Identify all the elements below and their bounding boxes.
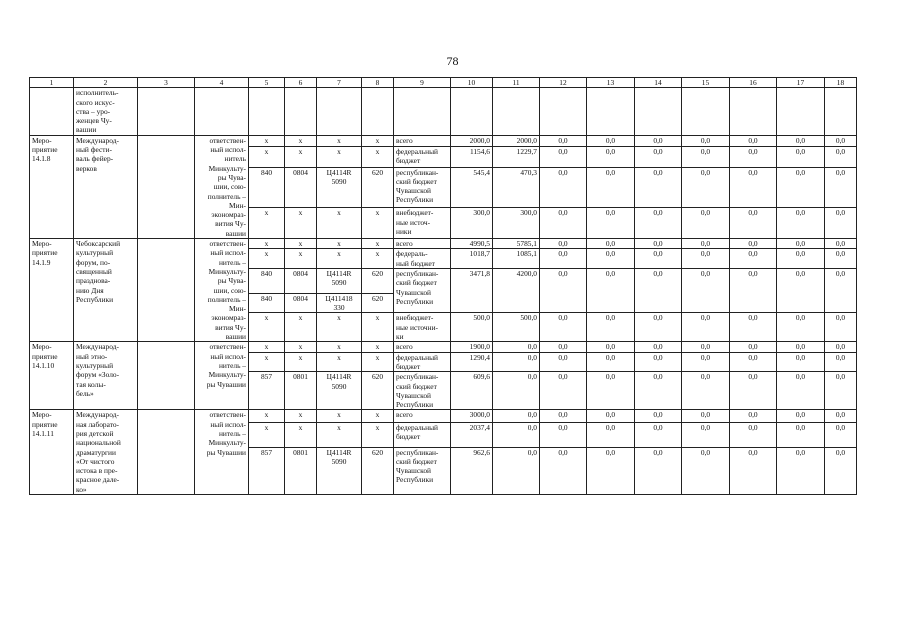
value-cell: 0,0: [730, 208, 777, 239]
funding-source: всего: [394, 239, 451, 249]
value-cell: 0,0: [587, 352, 635, 372]
value-cell: 1229,7: [493, 146, 540, 167]
value-cell: 5785,1: [493, 239, 540, 249]
column-number: 14: [635, 78, 682, 88]
target-article-code: Ц4114R 5090: [317, 268, 362, 293]
value-cell: 3471,8: [451, 268, 493, 312]
column-number: 2: [74, 78, 138, 88]
budget-table: [29, 77, 857, 495]
value-cell: 0,0: [777, 268, 825, 312]
event-name: Чебоксарский культурный форум, по- священный празднова- нию Дня Республики: [74, 239, 138, 342]
section-code: x: [285, 342, 317, 352]
value-cell: 0,0: [540, 313, 587, 342]
target-article-code: Ц4114R 5090: [317, 372, 362, 410]
value-cell: 0,0: [825, 342, 857, 352]
event-code: Меро- приятие 14.1.9: [30, 239, 74, 342]
column-number: 9: [394, 78, 451, 88]
value-cell: 0,0: [587, 342, 635, 352]
value-cell: 0,0: [682, 249, 730, 269]
page-number: 78: [446, 54, 459, 68]
value-cell: 0,0: [540, 423, 587, 447]
target-article-code: Ц4114R 5090: [317, 447, 362, 495]
value-cell: 2000,0: [451, 135, 493, 146]
funding-source: всего: [394, 342, 451, 352]
value-cell: 0,0: [635, 135, 682, 146]
section-code: x: [285, 239, 317, 249]
value-cell: 0,0: [730, 447, 777, 495]
value-cell: 0,0: [635, 372, 682, 410]
value-cell: 0,0: [777, 447, 825, 495]
event-name-continued: исполнитель- ского искус- ства – уро- женцев Чу- вашии: [74, 88, 138, 135]
grbs-code: x: [249, 249, 285, 269]
funding-source: республикан- ский бюджет Чувашской Республики: [394, 372, 451, 410]
expense-type-code: x: [362, 352, 394, 372]
value-cell: 0,0: [825, 372, 857, 410]
empty-cell: [493, 88, 540, 135]
target-article-code: x: [317, 342, 362, 352]
value-cell: 0,0: [825, 447, 857, 495]
value-cell: 4200,0: [493, 268, 540, 312]
column-number: 3: [138, 78, 195, 88]
funding-source: республикан- ский бюджет Чувашской Республики: [394, 268, 451, 312]
value-cell: 0,0: [825, 352, 857, 372]
section-code: 0804: [285, 167, 317, 208]
value-cell: 0,0: [730, 167, 777, 208]
value-cell: 0,0: [587, 208, 635, 239]
value-cell: 0,0: [540, 447, 587, 495]
section-code: x: [285, 208, 317, 239]
value-cell: 0,0: [682, 447, 730, 495]
value-cell: 1290,4: [451, 352, 493, 372]
empty-cell: [138, 342, 195, 410]
value-cell: 0,0: [493, 342, 540, 352]
executor: ответствен- ный испол- нитель – Минкульту- ры Чувашии: [195, 342, 249, 410]
value-cell: 0,0: [777, 239, 825, 249]
funding-source: республикан- ский бюджет Чувашской Республики: [394, 447, 451, 495]
value-cell: 0,0: [730, 135, 777, 146]
value-cell: 0,0: [682, 372, 730, 410]
value-cell: 0,0: [777, 410, 825, 423]
expense-type-code: x: [362, 313, 394, 342]
empty-cell: [249, 88, 285, 135]
funding-source: внебюджет- ные источ- ники: [394, 208, 451, 239]
expense-type-code: x: [362, 135, 394, 146]
grbs-code: x: [249, 313, 285, 342]
section-code: x: [285, 313, 317, 342]
column-number: 4: [195, 78, 249, 88]
column-number: 7: [317, 78, 362, 88]
value-cell: 0,0: [635, 423, 682, 447]
value-cell: 0,0: [587, 410, 635, 423]
value-cell: 1154,6: [451, 146, 493, 167]
value-cell: 0,0: [635, 167, 682, 208]
value-cell: 0,0: [825, 410, 857, 423]
target-article-code: x: [317, 423, 362, 447]
expense-type-code: x: [362, 410, 394, 423]
section-code: 0801: [285, 447, 317, 495]
value-cell: 470,3: [493, 167, 540, 208]
value-cell: 0,0: [635, 268, 682, 312]
value-cell: 0,0: [635, 239, 682, 249]
value-cell: 0,0: [825, 167, 857, 208]
value-cell: 0,0: [540, 352, 587, 372]
target-article-code: x: [317, 239, 362, 249]
value-cell: 0,0: [587, 167, 635, 208]
target-article-code: Ц411418 330: [317, 293, 362, 313]
column-number: 12: [540, 78, 587, 88]
value-cell: 0,0: [587, 447, 635, 495]
empty-cell: [317, 88, 362, 135]
value-cell: 0,0: [587, 423, 635, 447]
value-cell: 0,0: [635, 146, 682, 167]
value-cell: 0,0: [825, 423, 857, 447]
value-cell: 0,0: [587, 372, 635, 410]
value-cell: 500,0: [451, 313, 493, 342]
target-article-code: Ц4114R 5090: [317, 167, 362, 208]
value-cell: 0,0: [540, 146, 587, 167]
executor: ответствен- ный испол- нитель – Минкульту- ры Чува- шии, сою- полнитель – Мин- экономраз- вития Чу- вашии: [195, 239, 249, 342]
funding-source: федеральный бюджет: [394, 146, 451, 167]
expense-type-code: 620: [362, 268, 394, 293]
column-number: 16: [730, 78, 777, 88]
value-cell: 0,0: [635, 313, 682, 342]
grbs-code: x: [249, 239, 285, 249]
value-cell: 0,0: [493, 372, 540, 410]
target-article-code: x: [317, 135, 362, 146]
value-cell: 1900,0: [451, 342, 493, 352]
value-cell: 0,0: [587, 239, 635, 249]
value-cell: 0,0: [635, 447, 682, 495]
value-cell: 0,0: [682, 342, 730, 352]
section-code: x: [285, 146, 317, 167]
grbs-code: x: [249, 423, 285, 447]
value-cell: 500,0: [493, 313, 540, 342]
value-cell: 0,0: [825, 313, 857, 342]
value-cell: 0,0: [730, 239, 777, 249]
section-code: 0801: [285, 372, 317, 410]
expense-type-code: x: [362, 239, 394, 249]
grbs-code: 840: [249, 293, 285, 313]
value-cell: 0,0: [825, 208, 857, 239]
target-article-code: x: [317, 249, 362, 269]
value-cell: 0,0: [587, 313, 635, 342]
event-name: Международ- ный фести- валь фейер- верков: [74, 135, 138, 238]
grbs-code: 840: [249, 167, 285, 208]
value-cell: 0,0: [825, 249, 857, 269]
value-cell: 0,0: [540, 249, 587, 269]
value-cell: 0,0: [493, 423, 540, 447]
grbs-code: x: [249, 342, 285, 352]
value-cell: 0,0: [682, 135, 730, 146]
table-row: [30, 410, 857, 423]
expense-type-code: x: [362, 249, 394, 269]
table-row: [30, 239, 857, 249]
empty-cell: [138, 239, 195, 342]
value-cell: 0,0: [635, 249, 682, 269]
section-code: 0804: [285, 268, 317, 293]
value-cell: 0,0: [635, 352, 682, 372]
event-code: Меро- приятие 14.1.8: [30, 135, 74, 238]
executor: ответствен- ный испол- нитель Минкульту- ры Чува- шии, сою- полнитель – Мин- экономраз- вития Чу- вашии: [195, 135, 249, 238]
section-code: x: [285, 410, 317, 423]
value-cell: 0,0: [730, 249, 777, 269]
funding-source: федеральный бюджет: [394, 423, 451, 447]
funding-source: всего: [394, 410, 451, 423]
value-cell: 0,0: [825, 146, 857, 167]
section-code: x: [285, 135, 317, 146]
section-code: x: [285, 249, 317, 269]
grbs-code: x: [249, 352, 285, 372]
value-cell: 0,0: [540, 268, 587, 312]
expense-type-code: 620: [362, 293, 394, 313]
empty-cell: [587, 88, 635, 135]
target-article-code: x: [317, 410, 362, 423]
value-cell: 1085,1: [493, 249, 540, 269]
value-cell: 0,0: [730, 410, 777, 423]
grbs-code: x: [249, 208, 285, 239]
value-cell: 0,0: [682, 239, 730, 249]
value-cell: 0,0: [540, 167, 587, 208]
target-article-code: x: [317, 313, 362, 342]
column-number: 11: [493, 78, 540, 88]
value-cell: 0,0: [682, 268, 730, 312]
value-cell: 0,0: [730, 342, 777, 352]
value-cell: 0,0: [730, 372, 777, 410]
grbs-code: x: [249, 135, 285, 146]
expense-type-code: 620: [362, 447, 394, 495]
table-row: [30, 342, 857, 352]
value-cell: 0,0: [730, 313, 777, 342]
target-article-code: x: [317, 146, 362, 167]
empty-cell: [138, 410, 195, 495]
value-cell: 0,0: [493, 410, 540, 423]
value-cell: 0,0: [587, 146, 635, 167]
value-cell: 0,0: [540, 239, 587, 249]
value-cell: 0,0: [682, 410, 730, 423]
value-cell: 609,6: [451, 372, 493, 410]
column-number: 1: [30, 78, 74, 88]
value-cell: 0,0: [682, 167, 730, 208]
value-cell: 0,0: [777, 313, 825, 342]
column-number: 5: [249, 78, 285, 88]
value-cell: 0,0: [777, 208, 825, 239]
value-cell: 0,0: [493, 352, 540, 372]
value-cell: 0,0: [825, 135, 857, 146]
value-cell: 0,0: [682, 146, 730, 167]
grbs-code: x: [249, 410, 285, 423]
table-row: [30, 135, 857, 146]
value-cell: 300,0: [451, 208, 493, 239]
value-cell: 0,0: [540, 410, 587, 423]
column-number: 18: [825, 78, 857, 88]
grbs-code: 857: [249, 372, 285, 410]
value-cell: 0,0: [635, 410, 682, 423]
empty-cell: [394, 88, 451, 135]
value-cell: 0,0: [730, 268, 777, 312]
expense-type-code: x: [362, 146, 394, 167]
column-number: 13: [587, 78, 635, 88]
continuation-row: [30, 88, 857, 135]
value-cell: 4990,5: [451, 239, 493, 249]
expense-type-code: x: [362, 342, 394, 352]
value-cell: 2037,4: [451, 423, 493, 447]
value-cell: 0,0: [540, 372, 587, 410]
value-cell: 0,0: [587, 135, 635, 146]
value-cell: 0,0: [682, 352, 730, 372]
value-cell: 0,0: [540, 342, 587, 352]
empty-cell: [730, 88, 777, 135]
empty-cell: [635, 88, 682, 135]
event-code: Меро- приятие 14.1.11: [30, 410, 74, 495]
funding-source: федераль- ный бюджет: [394, 249, 451, 269]
value-cell: 0,0: [777, 249, 825, 269]
value-cell: 0,0: [730, 352, 777, 372]
column-number: 8: [362, 78, 394, 88]
funding-source: федеральный бюджет: [394, 352, 451, 372]
expense-type-code: x: [362, 423, 394, 447]
column-number: 6: [285, 78, 317, 88]
value-cell: 0,0: [587, 249, 635, 269]
value-cell: 0,0: [777, 372, 825, 410]
event-name: Международ- ная лаборато- рия детской национальной драматургии «От чистого истока в пре- красное дале- ко»: [74, 410, 138, 495]
value-cell: 0,0: [682, 208, 730, 239]
expense-type-code: 620: [362, 167, 394, 208]
value-cell: 0,0: [777, 342, 825, 352]
column-number: 15: [682, 78, 730, 88]
value-cell: 300,0: [493, 208, 540, 239]
value-cell: 0,0: [540, 135, 587, 146]
value-cell: 0,0: [682, 313, 730, 342]
value-cell: 962,6: [451, 447, 493, 495]
value-cell: 0,0: [587, 268, 635, 312]
value-cell: 0,0: [777, 146, 825, 167]
section-code: x: [285, 352, 317, 372]
column-number: 10: [451, 78, 493, 88]
value-cell: 0,0: [777, 135, 825, 146]
funding-source: внебюджет- ные источни- ки: [394, 313, 451, 342]
empty-cell: [285, 88, 317, 135]
section-code: 0804: [285, 293, 317, 313]
value-cell: 2000,0: [493, 135, 540, 146]
value-cell: 0,0: [682, 423, 730, 447]
section-code: x: [285, 423, 317, 447]
empty-cell: [30, 88, 74, 135]
value-cell: 0,0: [777, 352, 825, 372]
executor: ответствен- ный испол- нитель – Минкульту- ры Чувашии: [195, 410, 249, 495]
grbs-code: 857: [249, 447, 285, 495]
value-cell: 0,0: [825, 268, 857, 312]
value-cell: 0,0: [635, 342, 682, 352]
event-name: Международ- ный этно- культурный форум «Золо- тая колы- бель»: [74, 342, 138, 410]
value-cell: 1018,7: [451, 249, 493, 269]
expense-type-code: x: [362, 208, 394, 239]
empty-cell: [540, 88, 587, 135]
target-article-code: x: [317, 352, 362, 372]
empty-cell: [451, 88, 493, 135]
target-article-code: x: [317, 208, 362, 239]
value-cell: 0,0: [540, 208, 587, 239]
value-cell: 0,0: [635, 208, 682, 239]
empty-cell: [682, 88, 730, 135]
value-cell: 0,0: [493, 447, 540, 495]
column-number: 17: [777, 78, 825, 88]
empty-cell: [825, 88, 857, 135]
event-code: Меро- приятие 14.1.10: [30, 342, 74, 410]
value-cell: 0,0: [825, 239, 857, 249]
empty-cell: [195, 88, 249, 135]
empty-cell: [362, 88, 394, 135]
header-row: [30, 78, 857, 88]
grbs-code: x: [249, 146, 285, 167]
value-cell: 3000,0: [451, 410, 493, 423]
empty-cell: [777, 88, 825, 135]
value-cell: 0,0: [777, 167, 825, 208]
value-cell: 0,0: [730, 423, 777, 447]
grbs-code: 840: [249, 268, 285, 293]
empty-cell: [138, 135, 195, 238]
expense-type-code: 620: [362, 372, 394, 410]
value-cell: 0,0: [777, 423, 825, 447]
empty-cell: [138, 88, 195, 135]
funding-source: всего: [394, 135, 451, 146]
funding-source: республикан- ский бюджет Чувашской Республики: [394, 167, 451, 208]
value-cell: 0,0: [730, 146, 777, 167]
value-cell: 545,4: [451, 167, 493, 208]
